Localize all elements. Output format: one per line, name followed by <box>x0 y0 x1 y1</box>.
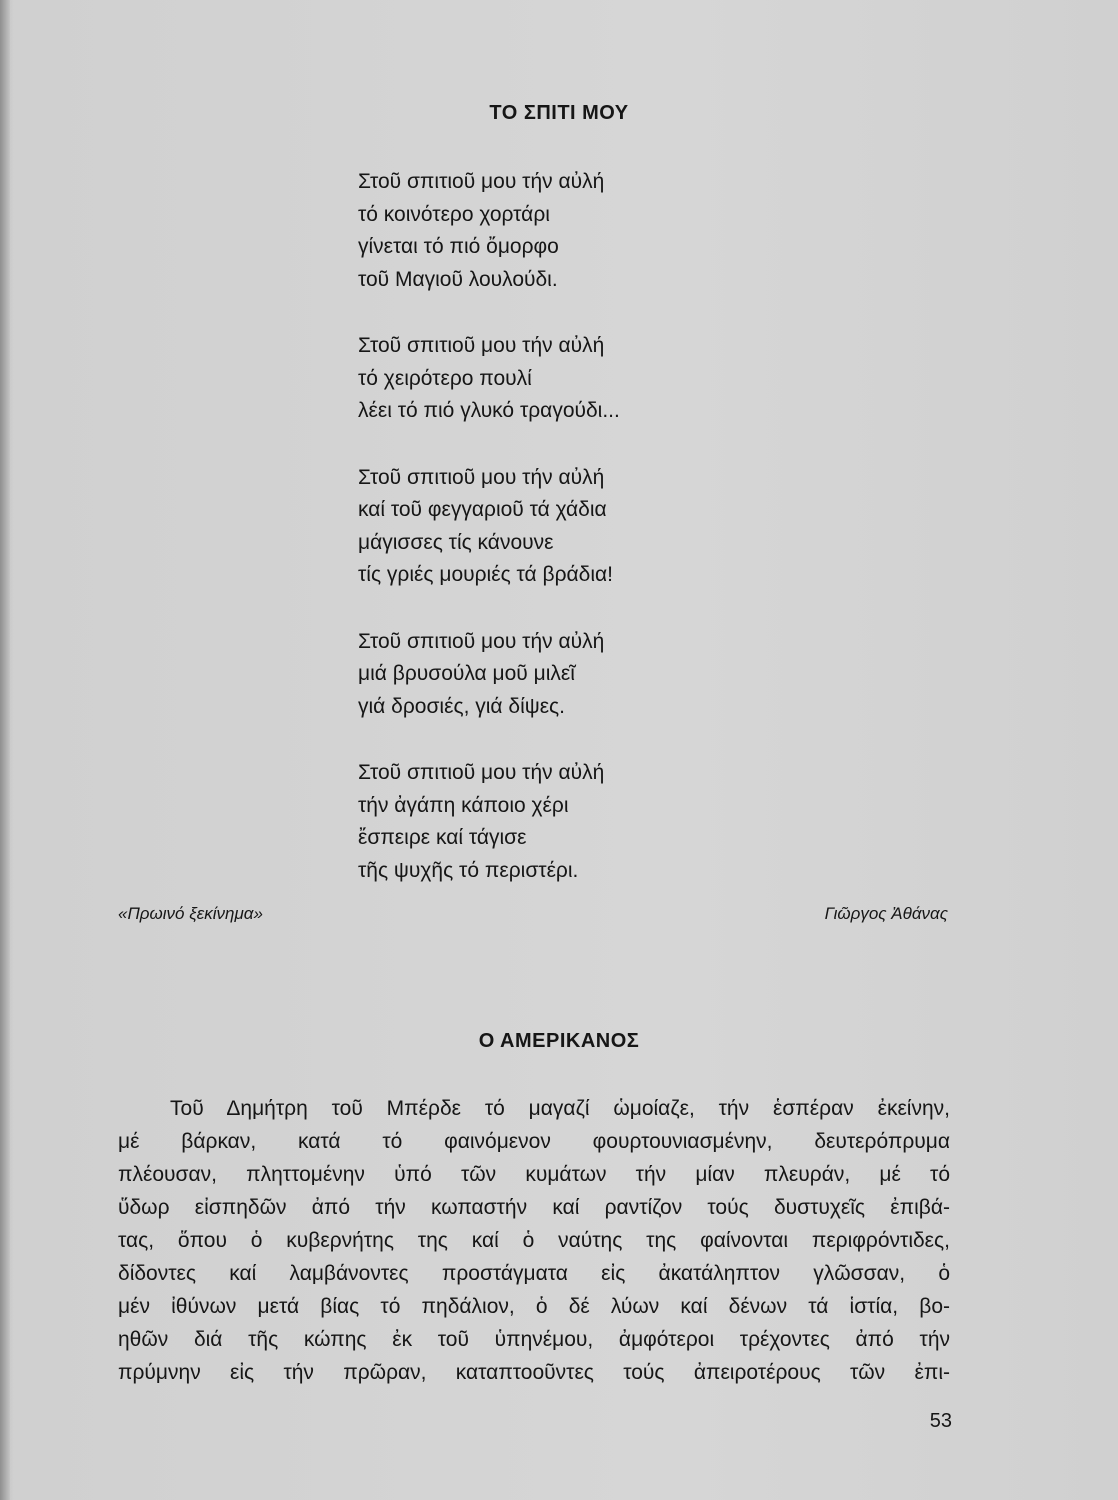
poem-body <box>358 166 918 921</box>
verse-line: γίνεται τό πιό ὄμορφο <box>358 235 559 258</box>
verse-line: Στοῦ σπιτιοῦ μου τήν αὐλή <box>358 170 605 193</box>
article-line: μέ βάρκαν, κατά τό φαινόμενον φουρτουνιασμένην, δευτερόπρυμα <box>118 1130 950 1153</box>
verse-line: γιά δροσιές, γιά δίψες. <box>358 694 566 718</box>
poem-stanza-3 <box>358 462 918 592</box>
article-line: ηθῶν διά τῆς κώπης ἐκ τοῦ ὑπηνέμου, ἀμφότεροι τρέχοντες ἀπό τήν <box>118 1328 950 1351</box>
page-number: 53 <box>929 1410 952 1432</box>
article-line: Τοῦ Δημήτρη τοῦ Μπέρδε τό μαγαζί ὡμοίαζε, τήν ἑσπέραν ἐκείνην, <box>170 1097 950 1120</box>
page-binding-edge <box>0 0 10 1500</box>
poem-author: Γιῶργος Ἀθάνας <box>824 904 948 923</box>
verse-line: ἔσπειρε καί τάγισε <box>358 826 527 849</box>
article-line: τας, ὅπου ὁ κυβερνήτης της καί ὁ ναύτης της φαίνονται περιφρόντιδες, <box>118 1229 950 1252</box>
verse-line: Στοῦ σπιτιοῦ μου τήν αὐλή <box>358 334 605 357</box>
verse-line: μάγισσες τίς κάνουνε <box>358 530 554 554</box>
poem-stanza-2 <box>358 330 918 428</box>
poem-stanza-5 <box>358 757 918 887</box>
verse-line: τῆς ψυχῆς τό περιστέρι. <box>358 858 579 882</box>
article-line: πλέουσαν, πληττομένην ὑπό τῶν κυμάτων τήν μίαν πλευράν, μέ τό <box>118 1163 950 1186</box>
verse-line: καί τοῦ φεγγαριοῦ τά χάδια <box>358 498 607 521</box>
poem-stanza-4 <box>358 626 918 724</box>
verse-line: Στοῦ σπιτιοῦ μου τήν αὐλή <box>358 629 605 653</box>
poem-title: ΤΟ ΣΠΙΤΙ ΜΟΥ <box>489 102 629 124</box>
verse-line: τοῦ Μαγιοῦ λουλούδι. <box>358 267 558 291</box>
verse-line: τό χειρότερο πουλί <box>358 366 532 390</box>
verse-line: τίς γριές μουριές τά βράδια! <box>358 563 614 586</box>
article-body <box>118 1092 950 1389</box>
verse-line: Στοῦ σπιτιοῦ μου τήν αὐλή <box>358 465 605 489</box>
poem-stanza-1 <box>358 166 918 296</box>
article-line: ὕδωρ εἰσπηδῶν ἀπό τήν κωπαστήν καί ραντίζον τούς δυστυχεῖς ἐπιβά- <box>118 1196 950 1219</box>
verse-line: λέει τό πιό γλυκό τραγούδι... <box>358 399 620 422</box>
verse-line: Στοῦ σπιτιοῦ μου τήν αὐλή <box>358 761 605 784</box>
article-title: Ο ΑΜΕΡΙΚΑΝΟΣ <box>478 1030 640 1052</box>
verse-line: τό κοινότερο χορτάρι <box>358 202 550 226</box>
poem-source: «Πρωινό ξεκίνημα» <box>118 904 263 923</box>
article-line: μέν ἰθύνων μετά βίας τό πηδάλιον, ὁ δέ λύων καί δένων τά ἱστία, βο- <box>118 1295 950 1318</box>
verse-line: μιά βρυσούλα μοῦ μιλεῖ <box>358 662 575 685</box>
article-line: δίδοντες καί λαμβάνοντες προστάγματα εἰς ἀκατάληπτον γλῶσσαν, ὁ <box>118 1262 950 1285</box>
verse-line: τήν ἀγάπη κάποιο χέρι <box>358 793 569 817</box>
article-line: πρύμνην εἰς τήν πρῶραν, καταπτοοῦντες τούς ἀπειροτέρους τῶν ἐπι- <box>118 1361 950 1384</box>
